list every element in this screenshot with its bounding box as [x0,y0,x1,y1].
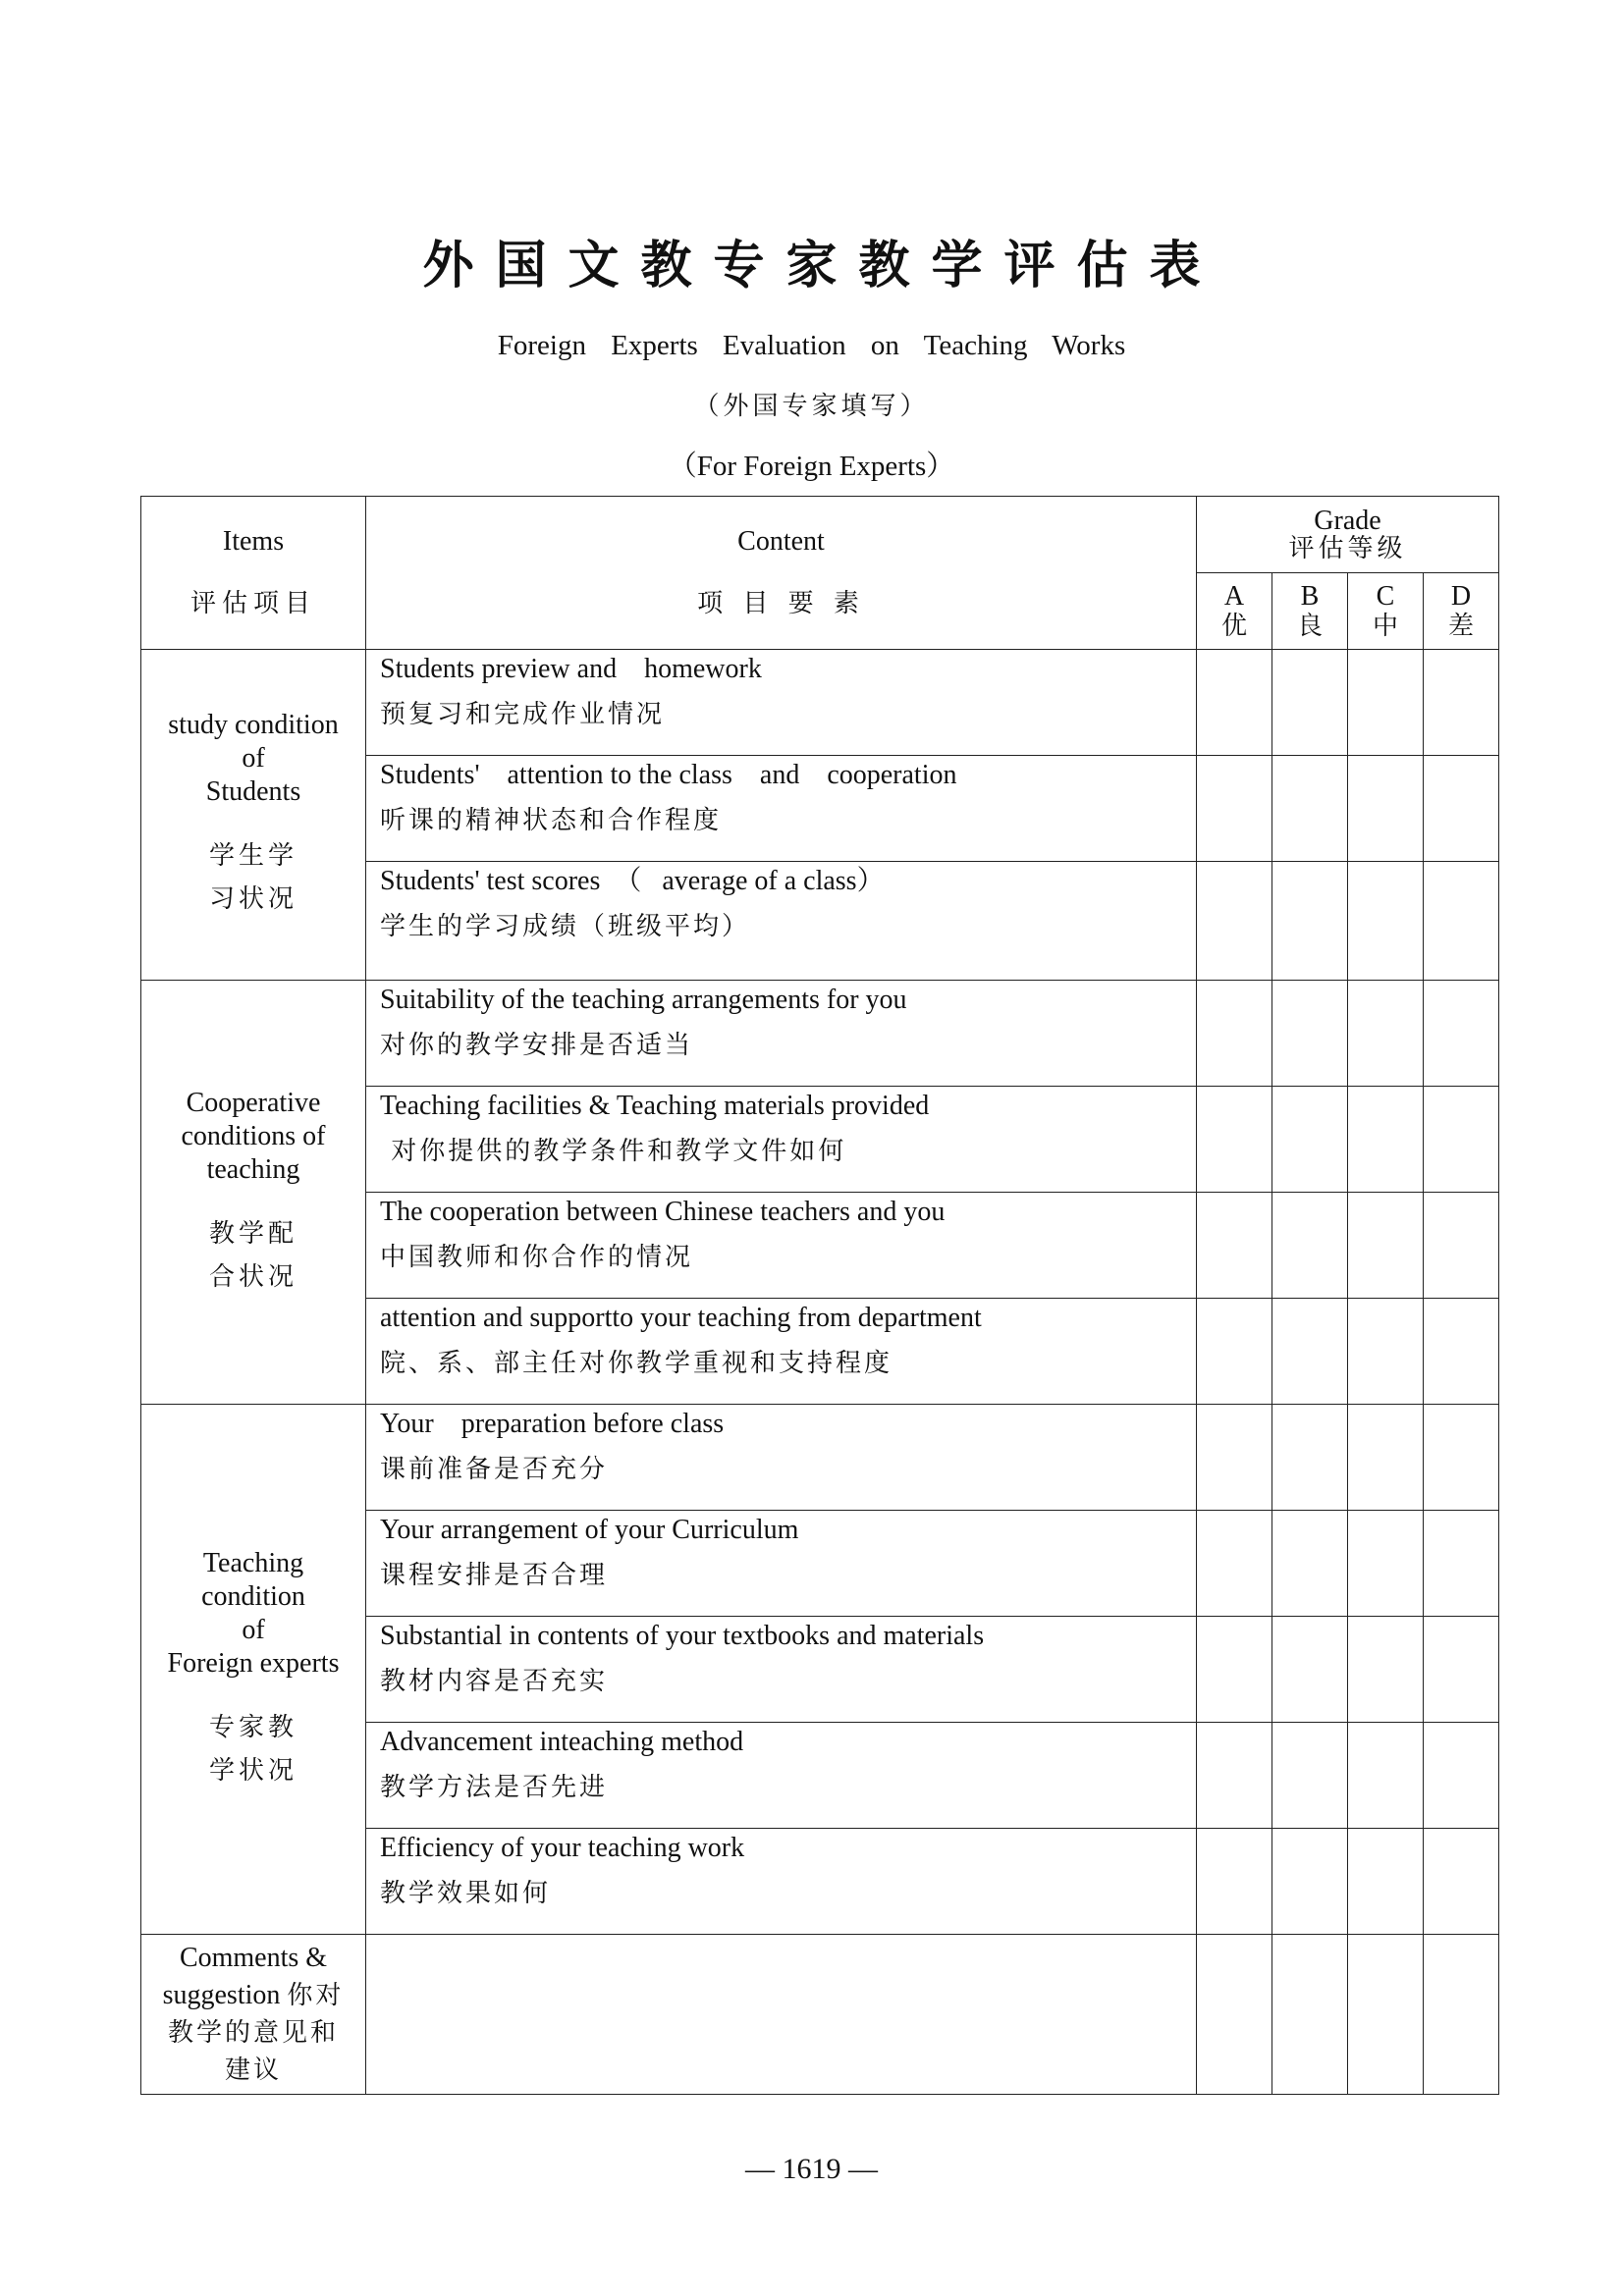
section-name-cn-line: 教学配 [208,1218,298,1249]
grade-d-cell[interactable] [1424,1299,1499,1405]
section-name-en: Students [205,776,301,807]
grade-b-cell[interactable] [1272,862,1348,981]
grade-c-cell[interactable] [1348,862,1424,981]
grade-d-cell[interactable] [1424,1617,1499,1723]
section-name-en: of [242,743,265,774]
grade-b-cell[interactable] [1272,1617,1348,1723]
grade-d-cell[interactable] [1424,1511,1499,1617]
grade-cn: 良 [1296,611,1323,641]
comments-label-cn: 建议 [224,2056,282,2085]
section-name-en: study condition [168,710,339,740]
grade-c-cell[interactable] [1348,1405,1424,1511]
criterion-en: Efficiency of your teaching work [380,1833,745,1863]
header-grade-en: Grade [1314,505,1381,536]
section-name-en: Cooperative [186,1087,321,1118]
grade-d-cell[interactable] [1424,650,1499,756]
criterion-cell [366,756,1197,862]
grade-d-cell[interactable] [1424,1723,1499,1829]
grade-letter: A [1223,580,1245,612]
header-content-en: Content [737,526,825,557]
page-subtitle-cn: （外国专家填写） [693,392,930,421]
grade-a-cell[interactable] [1197,862,1272,981]
grade-b-cell[interactable] [1272,756,1348,862]
evaluation-table [140,496,1499,2095]
criterion-cn: 对你提供的教学条件和教学文件如何 [380,1137,847,1166]
page-subtitle-audience: （For Foreign Experts） [668,451,955,482]
section-name-cn [141,834,365,921]
grade-b-header [1272,573,1348,650]
criterion-en: Students preview and homework [380,654,762,684]
comments-label [141,1935,366,2095]
criterion-cell [366,1829,1197,1935]
section-name-en: Teaching [202,1547,304,1578]
section-name-cn [141,1212,365,1299]
grade-d-cell[interactable] [1424,1087,1499,1193]
comments-grade-b-cell[interactable] [1272,1935,1348,2095]
grade-d-cell[interactable] [1424,1829,1499,1935]
criterion-en: Teaching facilities & Teaching materials provided [380,1091,930,1121]
header-items-cn: 评估项目 [189,589,316,618]
grade-cn: 优 [1220,611,1247,641]
page-number: — 1619 — [745,2153,878,2185]
section-name-cn [141,1706,365,1792]
grade-a-cell[interactable] [1197,1829,1272,1935]
grade-b-cell[interactable] [1272,1723,1348,1829]
criterion-cell [366,650,1197,756]
criterion-cn: 课前准备是否充分 [380,1455,609,1484]
grade-d-cell[interactable] [1424,1405,1499,1511]
grade-b-cell[interactable] [1272,1829,1348,1935]
header-grade [1197,497,1499,573]
grade-c-cell[interactable] [1348,650,1424,756]
section-name-en: Foreign experts [167,1647,340,1679]
criterion-cn: 教学效果如何 [380,1879,552,1908]
grade-c-cell[interactable] [1348,1829,1424,1935]
table-row [141,1405,1499,1511]
header-items [141,497,366,650]
header-content [366,497,1197,650]
grade-a-cell[interactable] [1197,1405,1272,1511]
comments-grade-a-cell[interactable] [1197,1935,1272,2095]
criterion-en: The cooperation between Chinese teachers and you [380,1197,946,1227]
grade-b-cell[interactable] [1272,1087,1348,1193]
header-content-cn: 项 目 要 素 [697,589,865,618]
criterion-cn: 院、系、部主任对你教学重视和支持程度 [380,1349,893,1378]
criterion-cn: 学生的学习成绩（班级平均） [380,912,751,941]
criterion-en: Advancement inteaching method [380,1727,744,1757]
grade-b-cell[interactable] [1272,1511,1348,1617]
section-name-en: teaching [206,1153,300,1185]
criterion-en: Your arrangement of your Curriculum [380,1515,799,1545]
grade-a-cell[interactable] [1197,1511,1272,1617]
grade-c-cell[interactable] [1348,756,1424,862]
grade-d-cell[interactable] [1424,862,1499,981]
page-title: 外国文教专家教学评估表 [422,236,1222,295]
criterion-cn: 教材内容是否充实 [380,1667,609,1696]
grade-c-cell[interactable] [1348,1511,1424,1617]
grade-d-header [1424,573,1499,650]
table-row [141,981,1499,1087]
section-name-en: conditions of [181,1120,326,1151]
grade-a-cell[interactable] [1197,1723,1272,1829]
grade-cn: 中 [1372,611,1398,641]
section-name-cn-line: 习状况 [208,884,298,914]
criterion-en: Substantial in contents of your textbooks and materials [380,1621,985,1651]
grade-b-cell[interactable] [1272,1405,1348,1511]
section-name-en: of [242,1614,265,1645]
grade-b-cell[interactable] [1272,650,1348,756]
grade-d-cell[interactable] [1424,1193,1499,1299]
criterion-cn: 中国教师和你合作的情况 [380,1243,694,1272]
grade-a-cell[interactable] [1197,650,1272,756]
section-category [141,981,366,1405]
grade-c-cell[interactable] [1348,1087,1424,1193]
section-name-cn-line: 合状况 [208,1261,298,1292]
comments-input[interactable] [366,1935,1197,2095]
grade-letter: D [1450,580,1472,612]
criterion-cell [366,862,1197,981]
criterion-en: Suitability of the teaching arrangements for you [380,985,907,1015]
grade-a-cell[interactable] [1197,981,1272,1087]
grade-c-cell[interactable] [1348,1723,1424,1829]
grade-cn: 差 [1448,611,1475,641]
grade-a-cell[interactable] [1197,1087,1272,1193]
grade-b-cell[interactable] [1272,981,1348,1087]
criterion-en: attention and supportto your teaching from department [380,1303,982,1333]
criterion-cell [366,981,1197,1087]
section-category [141,1405,366,1935]
grade-b-cell[interactable] [1272,1299,1348,1405]
criterion-cn: 课程安排是否合理 [380,1561,609,1590]
criterion-cell [366,1299,1197,1405]
grade-a-cell[interactable] [1197,1299,1272,1405]
grade-a-cell[interactable] [1197,1617,1272,1723]
criterion-cn: 听课的精神状态和合作程度 [380,806,723,835]
grade-c-header [1348,573,1424,650]
criterion-cn: 对你的教学安排是否适当 [380,1031,694,1060]
grade-letter: B [1300,580,1320,612]
comments-label-mixed [141,1977,365,2014]
page-subtitle: Foreign Experts Evaluation on Teaching Works [497,330,1126,361]
grade-letter: C [1376,580,1395,612]
criterion-cell [366,1193,1197,1299]
comments-label-en: suggestion [162,1980,281,2010]
comments-label-cn: 教学的意见和 [167,2018,339,2048]
section-name-en: condition [201,1580,305,1612]
criterion-en: Students' test scores （ average of a class） [380,866,885,896]
comments-label-cn: 你对 [287,1981,345,2010]
criterion-en: Your preparation before class [380,1409,725,1439]
comments-label-en: Comments & [179,1943,328,1973]
criterion-en: Students' attention to the class and cooperation [380,760,957,790]
grade-d-cell[interactable] [1424,756,1499,862]
grade-d-cell[interactable] [1424,981,1499,1087]
grade-b-cell[interactable] [1272,1193,1348,1299]
criterion-cell [366,1087,1197,1193]
header-items-en: Items [222,526,285,557]
grade-c-cell[interactable] [1348,1617,1424,1723]
criterion-cell [366,1617,1197,1723]
grade-c-cell[interactable] [1348,981,1424,1087]
section-name-cn-line: 专家教 [208,1712,298,1742]
section-category [141,650,366,981]
section-name-cn-line: 学状况 [208,1755,298,1786]
criterion-cell [366,1723,1197,1829]
header-grade-cn: 评估等级 [1288,533,1407,563]
section-name-cn-line: 学生学 [208,841,298,871]
grade-c-cell[interactable] [1348,1193,1424,1299]
criterion-cell [366,1511,1197,1617]
grade-c-cell[interactable] [1348,1299,1424,1405]
criterion-cn: 教学方法是否先进 [380,1773,609,1802]
comments-row [141,1935,1499,2095]
grade-a-header [1197,573,1272,650]
criterion-cn: 预复习和完成作业情况 [380,700,666,729]
table-row [141,650,1499,756]
grade-a-cell[interactable] [1197,756,1272,862]
criterion-cell [366,1405,1197,1511]
comments-grade-c-cell[interactable] [1348,1935,1424,2095]
comments-grade-d-cell[interactable] [1424,1935,1499,2095]
grade-a-cell[interactable] [1197,1193,1272,1299]
